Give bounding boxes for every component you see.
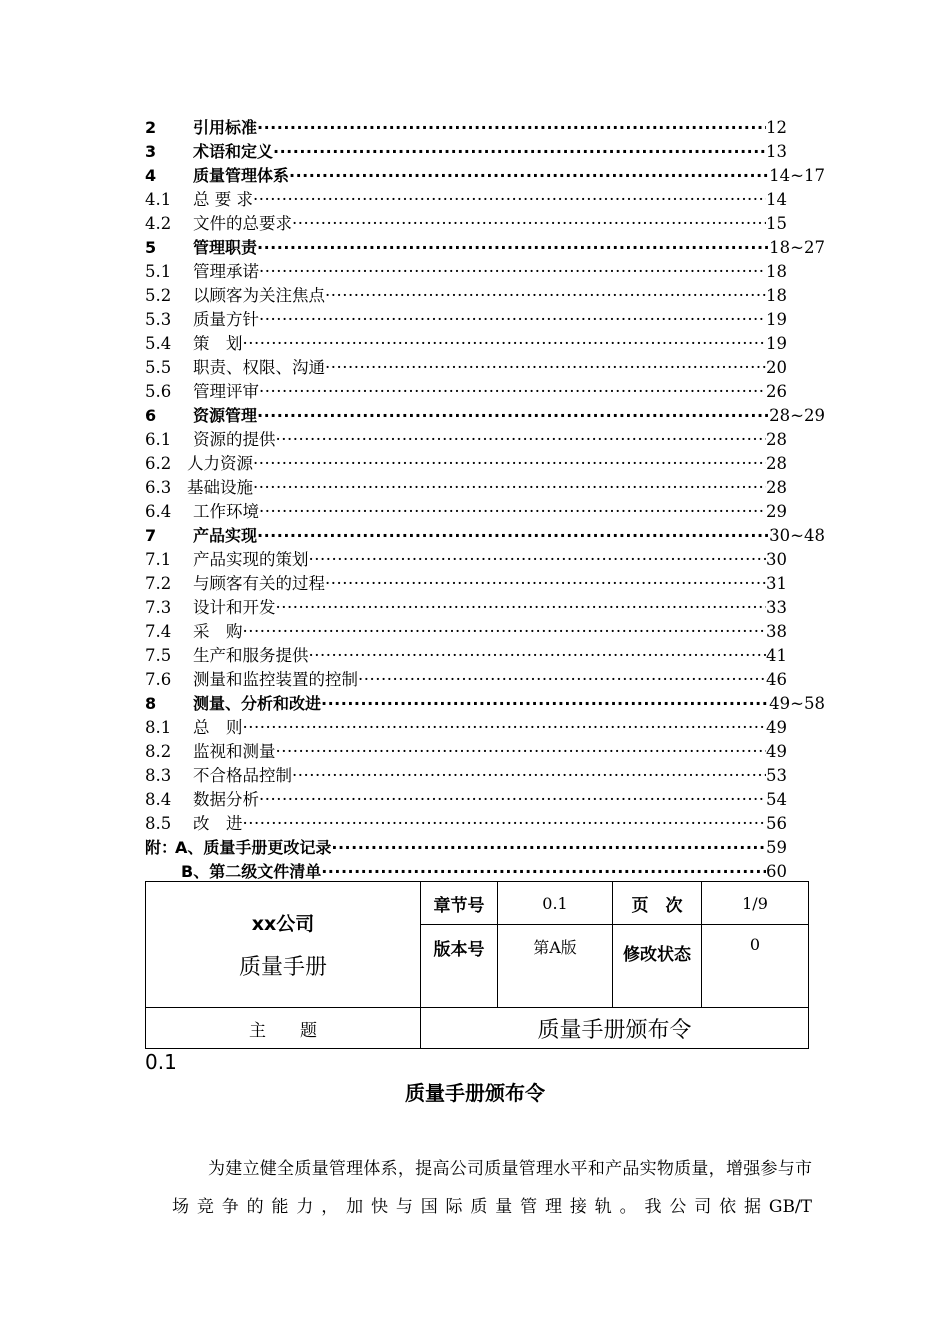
- toc-entry: [145, 380, 825, 404]
- toc-entry-page: 33: [766, 598, 787, 617]
- toc-entry-label: 引用标准: [193, 118, 258, 137]
- toc-entry-line: [193, 812, 787, 836]
- toc-entry-line: [187, 452, 787, 476]
- toc-entry-page: 26: [766, 382, 787, 401]
- toc-entry-line: [193, 596, 787, 620]
- toc-entry-page: 41: [766, 646, 787, 665]
- toc-leader-dots: [273, 140, 766, 164]
- page-value: 1/9: [702, 882, 809, 925]
- toc-entry-label: 改 进: [193, 814, 243, 833]
- toc-leader-dots: [276, 428, 767, 452]
- toc-entry-number: 5.4: [145, 334, 172, 353]
- toc-entry: [145, 836, 825, 860]
- toc-entry-label: 文件的总要求: [193, 214, 292, 233]
- toc-entry-label: 设计和开发: [193, 598, 276, 617]
- toc-entry-page: 56: [766, 814, 787, 833]
- toc-entry-line: [193, 500, 787, 524]
- toc-entry-label: 产品实现的策划: [193, 550, 309, 569]
- toc-leader-dots: [276, 596, 767, 620]
- toc-entry-number: 6.3: [145, 478, 172, 497]
- toc-entry-line: [193, 788, 787, 812]
- toc-entry: [145, 140, 825, 164]
- toc-entry-number: 3: [145, 142, 157, 161]
- revision-label: 修改状态: [613, 925, 702, 1008]
- toc-entry-line: [193, 308, 787, 332]
- toc-entry-number: 8.2: [145, 742, 172, 761]
- toc-entry: [145, 452, 825, 476]
- toc-entry-label: A、质量手册更改记录: [175, 838, 332, 857]
- toc-entry: [145, 500, 825, 524]
- toc-entry: [145, 428, 825, 452]
- subject-label: 主 题: [146, 1008, 421, 1049]
- toc-leader-dots: [257, 236, 769, 260]
- toc-entry-page: 49~58: [769, 694, 825, 713]
- toc-entry: [145, 620, 825, 644]
- company-cell: [146, 882, 421, 1008]
- toc-entry: [145, 812, 825, 836]
- toc-entry: [145, 524, 825, 548]
- toc-leader-dots: [259, 788, 766, 812]
- toc-entry: [145, 764, 825, 788]
- toc-entry-label: 数据分析: [193, 790, 259, 809]
- toc-entry-page: 13: [766, 142, 787, 161]
- toc-entry-line: [193, 668, 787, 692]
- toc-leader-dots: [309, 644, 767, 668]
- toc-entry-number: 7.6: [145, 670, 172, 689]
- toc-entry-number: 5.2: [145, 286, 172, 305]
- toc-entry-label: 质量方针: [193, 310, 259, 329]
- toc-entry: [145, 476, 825, 500]
- toc-entry: [145, 548, 825, 572]
- toc-entry-line: [193, 524, 825, 548]
- toc-entry: [145, 164, 825, 188]
- toc-entry-page: 14: [766, 190, 787, 209]
- subject-value: 质量手册颁布令: [421, 1008, 809, 1049]
- toc-entry-page: 19: [766, 310, 787, 329]
- toc-entry-number: 6.4: [145, 502, 172, 521]
- toc-entry-line: [193, 380, 787, 404]
- toc-leader-dots: [257, 116, 766, 140]
- toc-leader-dots: [259, 500, 766, 524]
- section-number: 0.1: [145, 1050, 177, 1074]
- toc-entry: [145, 116, 825, 140]
- toc-entry-number: 8: [145, 694, 157, 713]
- toc-entry-page: 18~27: [769, 238, 825, 257]
- toc-entry-number: 6: [145, 406, 157, 425]
- toc-entry-page: 60: [766, 862, 787, 881]
- toc-entry-line: [193, 164, 825, 188]
- toc-leader-dots: [259, 260, 766, 284]
- toc-leader-dots: [309, 548, 767, 572]
- toc-entry: [145, 788, 825, 812]
- toc-entry-line: [193, 260, 787, 284]
- body-paragraph: 为建立健全质量管理体系，提高公司质量管理水平和产品实物质量，增强参与市场竞争的能力，加快与国际质量管理接轨。我公司依据GB/T: [172, 1159, 812, 1217]
- chapter-value: 0.1: [498, 882, 613, 925]
- table-of-contents: [145, 116, 825, 884]
- toc-entry: [145, 188, 825, 212]
- toc-entry-line: [193, 764, 787, 788]
- toc-entry-line: [193, 188, 787, 212]
- toc-entry-line: [193, 332, 787, 356]
- toc-entry-number: 8.4: [145, 790, 172, 809]
- toc-entry-label: 人力资源: [187, 454, 253, 473]
- toc-entry-page: 28~29: [769, 406, 825, 425]
- toc-entry-page: 38: [766, 622, 787, 641]
- toc-entry: [145, 740, 825, 764]
- company-name: xx公司: [251, 912, 315, 935]
- toc-entry-line: [193, 236, 825, 260]
- toc-entry-number: 5.5: [145, 358, 172, 377]
- toc-entry-line: [193, 116, 787, 140]
- toc-leader-dots: [331, 836, 766, 860]
- toc-entry-line: [193, 716, 787, 740]
- toc-entry-label: 不合格品控制: [193, 766, 292, 785]
- toc-entry-label: 与顾客有关的过程: [193, 574, 325, 593]
- page-label: 页 次: [613, 882, 702, 925]
- toc-entry-label: 测量和监控装置的控制: [193, 670, 358, 689]
- toc-leader-dots: [243, 620, 767, 644]
- toc-leader-dots: [325, 572, 766, 596]
- toc-entry: [145, 260, 825, 284]
- toc-entry-page: 19: [766, 334, 787, 353]
- toc-entry-page: 53: [766, 766, 787, 785]
- toc-leader-dots: [253, 452, 766, 476]
- toc-entry-page: 31: [766, 574, 787, 593]
- toc-entry-label: 策 划: [193, 334, 243, 353]
- toc-entry-line: [193, 620, 787, 644]
- toc-entry-label: 测量、分析和改进: [193, 694, 322, 713]
- toc-entry-label: B、第二级文件清单: [181, 862, 322, 881]
- toc-entry-line: [193, 212, 787, 236]
- toc-entry-number: 8.3: [145, 766, 172, 785]
- toc-leader-dots: [325, 356, 766, 380]
- chapter-label: 章节号: [421, 882, 498, 925]
- toc-entry-number: 附：: [145, 838, 178, 857]
- document-header-table: [145, 881, 809, 1049]
- toc-entry-label: 管理承诺: [193, 262, 259, 281]
- toc-entry-number: 7.1: [145, 550, 172, 569]
- toc-entry-label: 采 购: [193, 622, 243, 641]
- toc-leader-dots: [257, 404, 769, 428]
- toc-entry-number: 5: [145, 238, 157, 257]
- toc-leader-dots: [243, 812, 767, 836]
- toc-entry-number: 5.3: [145, 310, 172, 329]
- toc-leader-dots: [292, 212, 766, 236]
- toc-entry-number: 7.4: [145, 622, 172, 641]
- toc-entry: [145, 716, 825, 740]
- toc-entry-line: [193, 356, 787, 380]
- toc-entry-page: 20: [766, 358, 787, 377]
- version-label: 版本号: [421, 925, 498, 1008]
- toc-leader-dots: [243, 332, 767, 356]
- toc-entry-line: [193, 404, 825, 428]
- toc-entry: [145, 596, 825, 620]
- toc-entry-number: 4.1: [145, 190, 172, 209]
- toc-entry-line: [193, 428, 787, 452]
- toc-entry: [145, 284, 825, 308]
- toc-entry: [145, 644, 825, 668]
- toc-leader-dots: [259, 308, 766, 332]
- toc-entry: [145, 668, 825, 692]
- toc-entry-number: 6.2: [145, 454, 172, 473]
- toc-leader-dots: [253, 188, 766, 212]
- toc-entry-page: 46: [766, 670, 787, 689]
- toc-entry-number: 2: [145, 118, 157, 137]
- toc-leader-dots: [292, 764, 766, 788]
- toc-entry-label: 资源的提供: [193, 430, 276, 449]
- toc-entry-number: 7.2: [145, 574, 172, 593]
- manual-name: 质量手册: [238, 954, 327, 980]
- toc-entry-line: [175, 836, 787, 860]
- toc-entry-label: 工作环境: [193, 502, 259, 521]
- toc-leader-dots: [257, 524, 769, 548]
- toc-entry-line: [193, 548, 787, 572]
- toc-entry-label: 产品实现: [193, 526, 258, 545]
- toc-entry-page: 49: [766, 742, 787, 761]
- toc-entry-number: 7.3: [145, 598, 172, 617]
- toc-entry-page: 18: [766, 262, 787, 281]
- toc-entry: [145, 692, 825, 716]
- toc-entry-line: [193, 140, 787, 164]
- toc-entry: [145, 212, 825, 236]
- toc-entry-page: 28: [766, 454, 787, 473]
- toc-entry-label: 术语和定义: [193, 142, 274, 161]
- toc-entry-number: 4: [145, 166, 157, 185]
- toc-entry-page: 54: [766, 790, 787, 809]
- toc-leader-dots: [259, 380, 766, 404]
- toc-leader-dots: [243, 716, 767, 740]
- toc-entry: [145, 308, 825, 332]
- toc-entry-page: 18: [766, 286, 787, 305]
- toc-entry-page: 15: [766, 214, 787, 233]
- toc-leader-dots: [253, 476, 766, 500]
- toc-entry-label: 总 则: [193, 718, 243, 737]
- toc-entry-line: [193, 692, 825, 716]
- toc-entry-line: [193, 572, 787, 596]
- toc-entry: [145, 572, 825, 596]
- toc-entry-label: 总 要 求: [193, 190, 253, 209]
- toc-entry-number: 7: [145, 526, 157, 545]
- toc-entry: [145, 332, 825, 356]
- toc-entry-page: 12: [766, 118, 787, 137]
- toc-entry-page: 28: [766, 478, 787, 497]
- toc-entry-label: 质量管理体系: [193, 166, 290, 185]
- toc-entry-line: [187, 476, 787, 500]
- toc-entry-label: 以顾客为关注焦点: [193, 286, 325, 305]
- toc-entry-line: [193, 644, 787, 668]
- toc-entry: [145, 404, 825, 428]
- toc-leader-dots: [276, 740, 767, 764]
- toc-entry: [145, 356, 825, 380]
- toc-entry-label: 基础设施: [187, 478, 253, 497]
- toc-entry-page: 30~48: [769, 526, 825, 545]
- toc-entry-number: 5.6: [145, 382, 172, 401]
- toc-entry-label: 管理评审: [193, 382, 259, 401]
- toc-leader-dots: [289, 164, 769, 188]
- toc-entry-page: 28: [766, 430, 787, 449]
- toc-entry-page: 29: [766, 502, 787, 521]
- document-title: 质量手册颁布令: [405, 1081, 545, 1105]
- toc-entry-number: 5.1: [145, 262, 172, 281]
- toc-entry-label: 监视和测量: [193, 742, 276, 761]
- toc-leader-dots: [358, 668, 766, 692]
- toc-leader-dots: [325, 284, 766, 308]
- toc-entry-number: 8.1: [145, 718, 172, 737]
- toc-entry-page: 49: [766, 718, 787, 737]
- toc-entry-number: 4.2: [145, 214, 172, 233]
- toc-leader-dots: [321, 692, 769, 716]
- toc-entry-line: [193, 740, 787, 764]
- toc-entry-page: 30: [766, 550, 787, 569]
- toc-entry-label: 生产和服务提供: [193, 646, 309, 665]
- toc-entry: [145, 236, 825, 260]
- version-value: 第A版: [498, 925, 613, 1008]
- revision-value: 0: [702, 925, 809, 1008]
- toc-entry-number: 7.5: [145, 646, 172, 665]
- toc-entry-label: 职责、权限、沟通: [193, 358, 325, 377]
- toc-entry-number: 6.1: [145, 430, 172, 449]
- toc-entry-line: [193, 284, 787, 308]
- toc-entry-page: 59: [766, 838, 787, 857]
- toc-entry-number: 8.5: [145, 814, 172, 833]
- toc-entry-label: 管理职责: [193, 238, 258, 257]
- toc-entry-label: 资源管理: [193, 406, 258, 425]
- toc-entry-page: 14~17: [769, 166, 825, 185]
